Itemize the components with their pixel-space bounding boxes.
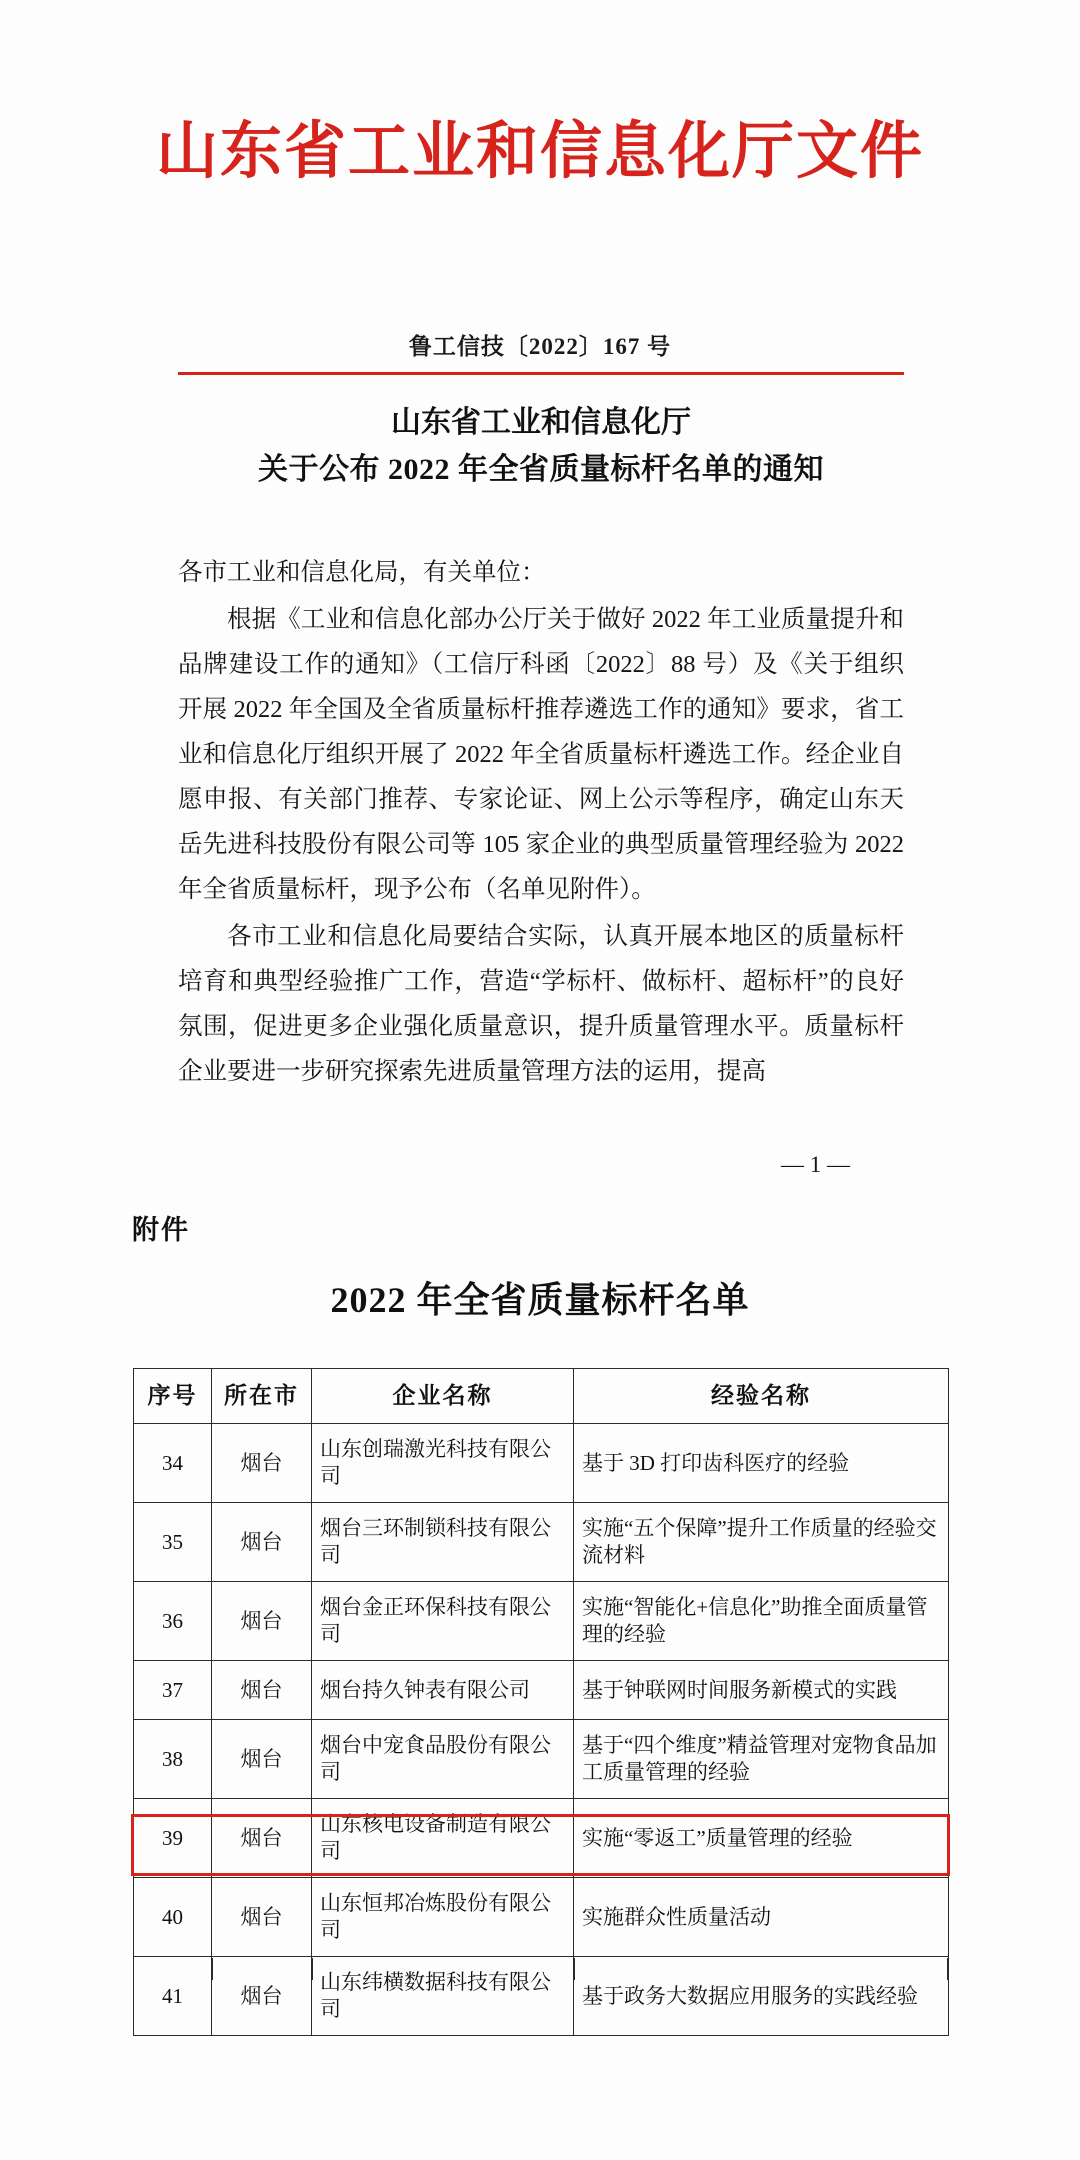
cell-no: 38 (134, 1720, 212, 1799)
cell-experience: 实施群众性质量活动 (574, 1878, 949, 1957)
cell-city: 烟台 (212, 1582, 312, 1661)
salutation: 各市工业和信息化局，有关单位： (178, 559, 546, 586)
cell-no: 34 (134, 1424, 212, 1503)
cell-no: 36 (134, 1582, 212, 1661)
cell-city: 烟台 (212, 1957, 312, 2036)
red-divider-rule (178, 372, 904, 375)
cell-company: 烟台三环制锁科技有限公司 (312, 1503, 574, 1582)
masthead (0, 118, 1080, 186)
cell-city: 烟台 (212, 1878, 312, 1957)
attachment-title: 2022 年全省质量标杆名单 (330, 1280, 750, 1320)
column-header-company: 企业名称 (312, 1369, 574, 1424)
cell-company: 山东恒邦冶炼股份有限公司 (312, 1878, 574, 1957)
cell-company: 山东创瑞激光科技有限公司 (312, 1424, 574, 1503)
cell-company: 烟台金正环保科技有限公司 (312, 1582, 574, 1661)
cell-company: 山东核电设备制造有限公司 (312, 1799, 574, 1878)
cell-experience: 基于“四个维度”精益管理对宠物食品加工质量管理的经验 (574, 1720, 949, 1799)
table-row (134, 1661, 949, 1720)
cell-city: 烟台 (212, 1799, 312, 1878)
body-paragraph-1: 根据《工业和信息化部办公厅关于做好 2022 年工业质量提升和品牌建设工作的通知》（工信厅科函〔2022〕88 号）及《关于组织开展 2022 年全国及全省质量标杆推荐遴选工作的通知》要求，省工业和信息化厅组织开展了 2022 年全省质量标杆遴选工作。经企业自愿申报、有关部门推荐、专家论证、网上公示等程序，确定山东天岳先进科技股份有限公司等 105 家企业的典型质量管理经验为 2022 年全省质量标杆，现予公布（名单见附件）。 (178, 606, 904, 903)
cell-city: 烟台 (212, 1661, 312, 1720)
attachment-label: 附件 (132, 1215, 190, 1245)
cell-city: 烟台 (212, 1424, 312, 1503)
cell-company: 烟台持久钟表有限公司 (312, 1661, 574, 1720)
cell-experience: 基于 3D 打印齿科医疗的经验 (574, 1424, 949, 1503)
cell-experience: 实施“五个保障”提升工作质量的经验交流材料 (574, 1503, 949, 1582)
quality-benchmark-table (133, 1368, 949, 2036)
cell-no: 40 (134, 1878, 212, 1957)
column-header-experience: 经验名称 (574, 1369, 949, 1424)
table-row (134, 1720, 949, 1799)
masthead-title: 山东省工业和信息化厅文件 (155, 118, 924, 186)
cell-experience: 基于政务大数据应用服务的实践经验 (574, 1957, 949, 2036)
document-body (178, 550, 904, 1096)
table-header-row (134, 1369, 949, 1424)
cell-no: 39 (134, 1799, 212, 1878)
table-row (134, 1503, 949, 1582)
table-row-highlighted (134, 1878, 949, 1957)
cell-company: 烟台中宠食品股份有限公司 (312, 1720, 574, 1799)
cell-experience: 基于钟联网时间服务新模式的实践 (574, 1661, 949, 1720)
cell-no: 41 (134, 1957, 212, 2036)
page-number: — 1 — (781, 1152, 850, 1177)
column-header-no: 序号 (134, 1369, 212, 1424)
page-title (178, 400, 904, 493)
cell-experience: 实施“零返工”质量管理的经验 (574, 1799, 949, 1878)
title-line-1: 山东省工业和信息化厅 (391, 406, 691, 439)
cell-experience: 实施“智能化+信息化”助推全面质量管理的经验 (574, 1582, 949, 1661)
table-row (134, 1799, 949, 1878)
table-cut-off-edge (133, 1958, 948, 1980)
cell-city: 烟台 (212, 1503, 312, 1582)
cell-no: 37 (134, 1661, 212, 1720)
cell-company: 山东纬横数据科技有限公司 (312, 1957, 574, 2036)
title-line-2: 关于公布 2022 年全省质量标杆名单的通知 (258, 452, 824, 486)
cell-no: 35 (134, 1503, 212, 1582)
table-row (134, 1424, 949, 1503)
table-row (134, 1582, 949, 1661)
document-number: 鲁工信技〔2022〕167 号 (408, 334, 672, 359)
column-header-city: 所在市 (212, 1369, 312, 1424)
body-paragraph-2: 各市工业和信息化局要结合实际，认真开展本地区的质量标杆培育和典型经验推广工作，营造“学标杆、做标杆、超标杆”的良好氛围，促进更多企业强化质量意识，提升质量管理水平。质量标杆企业要进一步研究探索先进质量管理方法的运用，提高 (178, 923, 904, 1085)
list-table-wrapper (133, 1368, 948, 2036)
cell-city: 烟台 (212, 1720, 312, 1799)
